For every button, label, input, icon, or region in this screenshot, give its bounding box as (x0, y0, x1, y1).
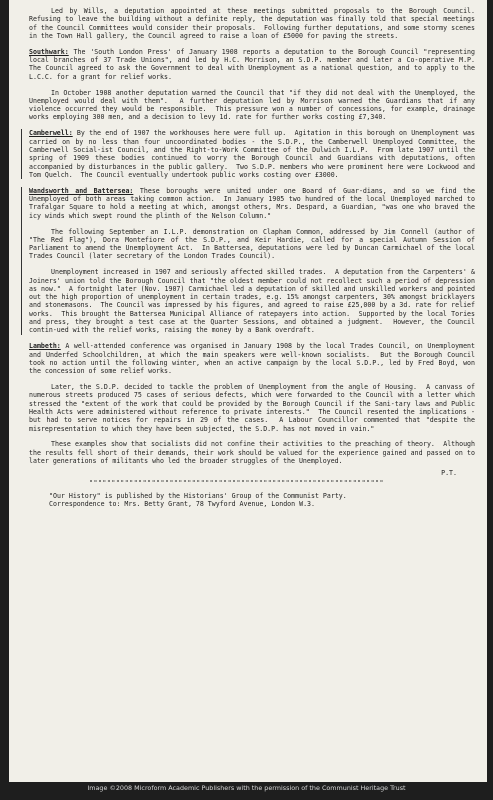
section-wandsworth (21, 186, 479, 335)
section-southwark (29, 47, 483, 122)
camberwell-text-1: By the end of 1907 the workhouses here were full up. Agitation in this borough on Unemployment was carried on by no less than four uncoordinated bodies - the S.D.P., the Camberwell Unemployed Committee, the Camberwell Social-ist Council, and the Right-to-Work Committee of the Dulwich I.L.P. From late 1907 until the spring of 1909 these bodies continued to worry the Borough Council and Guardians with deputations, often accompanied by disturbances in the public gallery. Two S.D.P. members who were prominent here were Lockwood and Tom Quelch. The Council eventually undertook public works costing over £3000. (29, 129, 479, 179)
southwark-paragraph-2: In October 1908 another deputation warned the Council that "if they did not deal with the Unemployed, the Unemployed would deal with them". A further deputation led by Morrison warned the Guardians that if any violence occurred they would be responsible. This pressure won a number of concessions, for example, drainage works employing 300 men, and a decision to levy 1d. rate for further works costing £7,340. (29, 88, 479, 122)
lambeth-paragraph-2: Later, the S.D.P. decided to tackle the problem of Unemployment from the angle of Housing. A canvass of numerous streets produced 75 cases of serious defects, which were forwarded to the Council with a letter which stressed the "extent of the work that could be provided by the Borough Council if the Sani-tary laws and Public Health Acts were administered without reference to private interests." The Council resented the implications - but had to serve notices for repairs in 29 of the cases. A Labour Councillor commented that "despite the misrepresentation to which they have been subjected, the S.D.P. has not moved in vain." (29, 383, 479, 433)
southwark-paragraph-1 (29, 47, 483, 81)
lambeth-text-1: A well-attended conference was organised in January 1908 by the local Trades Council, on Unemployment and Underfed Schoolchildren, at which the main speakers were well-known socialists. But the Borough Council took no action until the following winter, when an active campaign by the local S.D.P., led by Fred Boyd, won the concession of some relief works. (29, 342, 479, 376)
wandsworth-paragraph-1 (29, 186, 479, 220)
document-page (9, 0, 487, 782)
wandsworth-paragraph-3: Unemployment increased in 1907 and seriously affected skilled trades. A deputation from the Carpenters' & Joiners' union told the Borough Council that "the oldest member could not recollect such a period of depression as now." A fortnight later (Nov. 1907) Carmichael led a deputation of skilled and unskilled workers and pointed out the high proportion of unemployment in certain trades, e.g. 15% amongst carpenters, 30% amongst bricklayers and stonemasons. The Council was impressed by his figures, and agreed to raise £25,000 by a 3d. rate for relief works. This brought the Battersea Municipal Alliance of ratepayers into action. Supported by the local Tories and press, they brought a test case at the Quarter Sessions, and obtained a judgment. However, the Council contin-ued with the relief works, raising the money by a Bank overdraft. (29, 268, 479, 335)
divider-line: """""""""""""""""""""""""""""""""""""""""""""""""""""""""""""""""" (89, 478, 385, 487)
author-initials: P.T. (441, 468, 457, 477)
intro-paragraph: Led by Wills, a deputation appointed at these meetings submitted proposals to the Borough Council. Refusing to leave the building without a definite reply, the deputation was finally told that special meetings of the Council Committees would consider their proposals. Following further deputations, and some stormy scenes in the Town Hall gallery, the Council agreed to raise a loan of £5000 for paving the streets. (29, 7, 483, 40)
wandsworth-paragraph-2: The following September an I.L.P. demonstration on Clapham Common, addressed by Jim Connell (author of "The Red Flag"), Dora Montefiore of the S.D.P., and Keir Hardie, called for a special Autumn Session of Parliament to amend the Unemployment Act. In Battersea, deputations were led by Duncan Carmichael of the local Trades Council (later secretary of the London Trades Council). (29, 227, 479, 261)
wandsworth-heading: Wandsworth and Battersea: (29, 186, 134, 195)
correspondence-line: Correspondence to: Mrs. Betty Grant, 78 Twyford Avenue, London W.3. (49, 500, 315, 509)
camberwell-paragraph-1 (29, 129, 479, 179)
lambeth-heading: Lambeth: (29, 342, 61, 351)
section-camberwell (21, 129, 479, 179)
wandsworth-text-1: These boroughs were united under one Board of Guar-dians, and so we find the Unemployed of both areas taking common action. In January 1905 two hundred of the local Unemployed marched to Trafalgar Square to hold a meeting at which, amongst others, Mrs. Despard, a Guardian, "was one who braved the icy winds which swept round the plinth of the Nelson Column." (29, 186, 479, 220)
publisher-line: "Our History" is published by the Historians' Group of the Communist Party. (49, 491, 347, 500)
section-lambeth (29, 342, 479, 433)
southwark-heading: Southwark: (29, 47, 69, 56)
conclusion-paragraph: These examples show that socialists did not confine their activities to the preaching of theory. Although the results fell short of their demands, their work should be valued for the experience gained and passed on to later generations of militants who led the broader struggles of the Unemployed. (29, 440, 479, 465)
image-credit: Image ©2008 Microform Academic Publishers with the permission of the Communist Heritage Trust (87, 784, 406, 792)
southwark-text-1: The 'South London Press' of January 1908 reports a deputation to the Borough Council "representing local branches of 37 Trade Unions", and led by H.C. Morrison, an S.D.P. member and later a Co-operative M.P. The Council agreed to ask the Government to deal with Unemployment as a national question, and to apply to the L.C.C. for a grant for relief works. (29, 47, 483, 81)
camberwell-heading: Camberwell: (29, 129, 73, 138)
lambeth-paragraph-1 (29, 342, 479, 376)
